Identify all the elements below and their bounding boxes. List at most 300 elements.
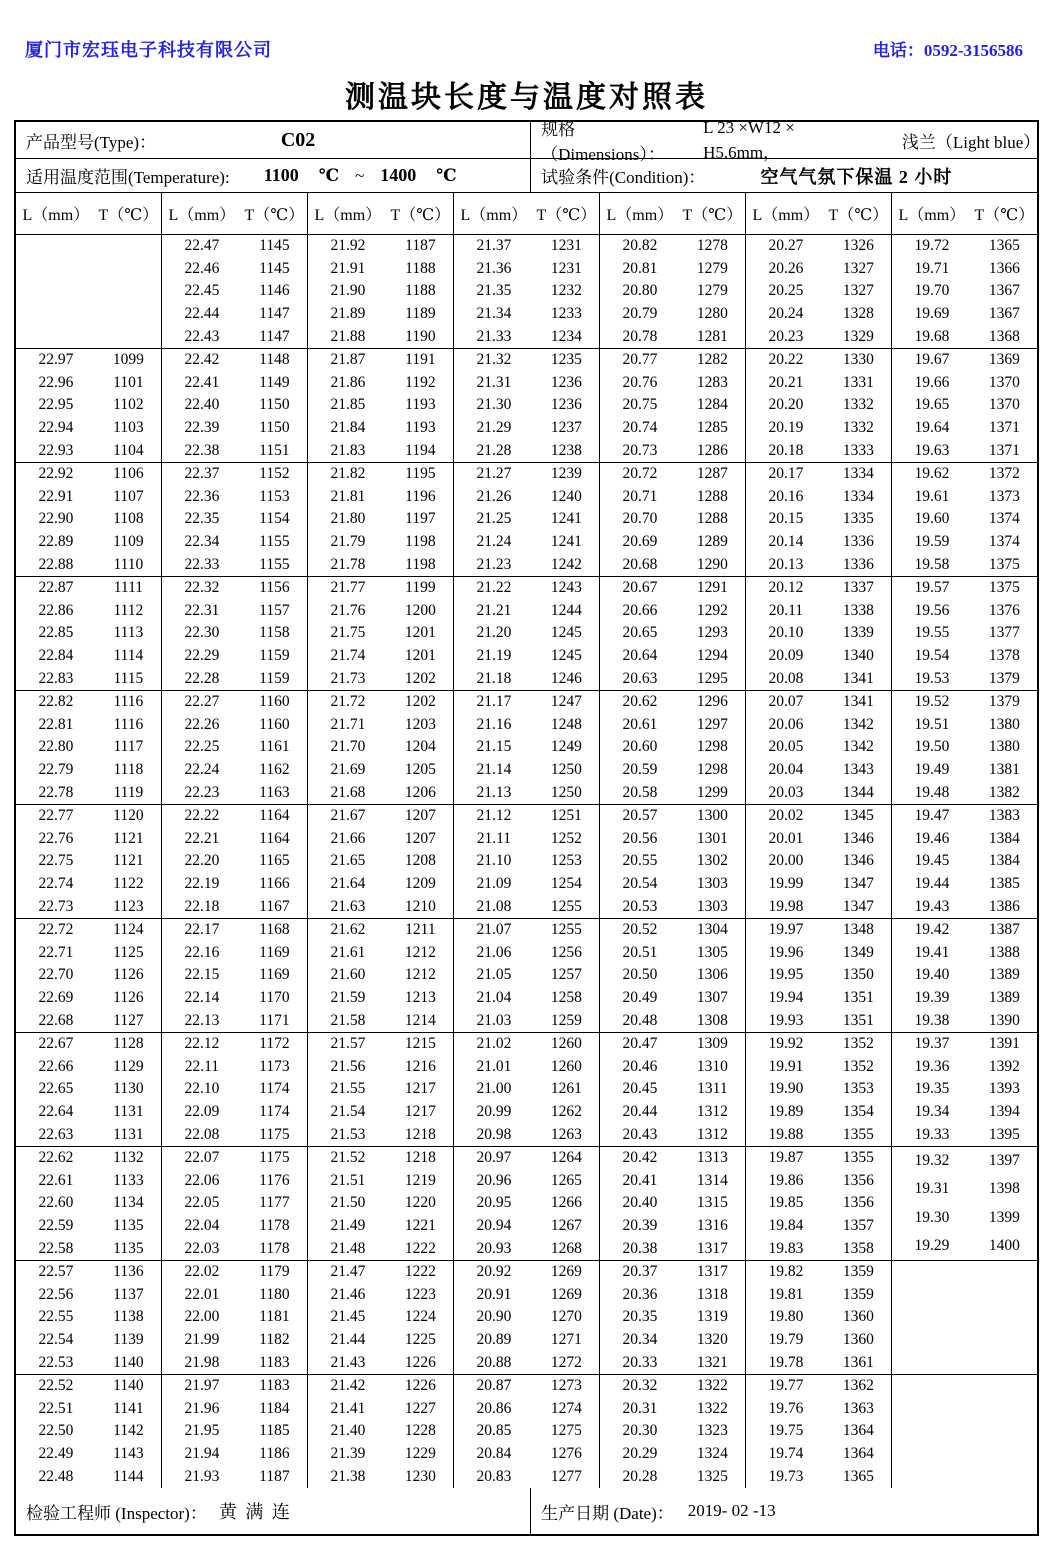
length-value: 21.64 bbox=[330, 875, 366, 893]
length-value: 21.10 bbox=[476, 852, 512, 870]
length-value: 22.82 bbox=[38, 693, 74, 711]
lt-row bbox=[746, 647, 891, 665]
lt-row bbox=[746, 305, 891, 323]
temperature-value: 1331 bbox=[842, 373, 874, 391]
inspector-cell bbox=[16, 1488, 531, 1534]
length-value: 21.09 bbox=[476, 875, 512, 893]
length-value: 22.59 bbox=[38, 1217, 74, 1235]
temperature-value: 1140 bbox=[113, 1353, 144, 1371]
temperature-value: 1370 bbox=[988, 373, 1020, 391]
temperature-value: 1167 bbox=[259, 897, 290, 915]
length-value: 20.83 bbox=[476, 1467, 512, 1485]
lt-row bbox=[454, 1331, 599, 1349]
temperature-value: 1343 bbox=[842, 761, 874, 779]
length-value: 22.90 bbox=[38, 510, 74, 528]
temperature-value: 1349 bbox=[842, 943, 874, 961]
temperature-value: 1279 bbox=[696, 259, 728, 277]
lt-row bbox=[454, 1286, 599, 1304]
band-cell bbox=[745, 1261, 891, 1374]
lt-row bbox=[16, 1286, 161, 1304]
band-cell bbox=[745, 235, 891, 348]
length-value: 20.93 bbox=[476, 1239, 512, 1257]
lt-row bbox=[746, 761, 891, 779]
length-value: 21.79 bbox=[330, 533, 366, 551]
temperature-value: 1163 bbox=[259, 783, 290, 801]
temperature-value: 1178 bbox=[259, 1217, 290, 1235]
length-value: 19.54 bbox=[914, 647, 950, 665]
length-value: 20.06 bbox=[768, 715, 804, 733]
temperature-value: 1245 bbox=[550, 624, 582, 642]
length-value: 20.21 bbox=[768, 373, 804, 391]
length-value: 22.26 bbox=[184, 715, 220, 733]
length-value: 20.47 bbox=[622, 1035, 658, 1053]
band-cell bbox=[745, 691, 891, 804]
lt-row bbox=[16, 1217, 161, 1235]
lt-row bbox=[600, 875, 745, 893]
band-cell bbox=[16, 349, 161, 462]
temperature-value: 1198 bbox=[405, 533, 436, 551]
temperature-value: 1107 bbox=[113, 487, 144, 505]
lt-row bbox=[308, 761, 453, 779]
length-value: 22.38 bbox=[184, 441, 220, 459]
length-value: 20.16 bbox=[768, 487, 804, 505]
lt-row bbox=[16, 1422, 161, 1440]
length-value: 21.08 bbox=[476, 897, 512, 915]
length-value: 20.57 bbox=[622, 807, 658, 825]
temperature-value: 1230 bbox=[404, 1467, 436, 1485]
temperature-value: 1199 bbox=[405, 579, 436, 597]
lt-row bbox=[162, 1149, 307, 1167]
temperature-value: 1356 bbox=[842, 1171, 874, 1189]
temperature-value: 1318 bbox=[696, 1285, 728, 1303]
temperature-value: 1186 bbox=[259, 1445, 290, 1463]
lt-row bbox=[162, 624, 307, 642]
lt-row bbox=[162, 1468, 307, 1486]
lt-row bbox=[454, 1217, 599, 1235]
temperature-value: 1253 bbox=[550, 852, 582, 870]
temperature-value: 1360 bbox=[842, 1331, 874, 1349]
length-value: 21.14 bbox=[476, 761, 512, 779]
length-value: 22.15 bbox=[184, 966, 220, 984]
temperature-value: 1236 bbox=[550, 373, 582, 391]
length-value: 21.28 bbox=[476, 441, 512, 459]
length-value: 20.55 bbox=[622, 852, 658, 870]
lt-row bbox=[308, 1012, 453, 1030]
temperature-value: 1285 bbox=[696, 419, 728, 437]
lt-row bbox=[16, 693, 161, 711]
temperature-value: 1222 bbox=[404, 1239, 436, 1257]
lt-row bbox=[892, 670, 1037, 688]
pair-header bbox=[161, 193, 307, 234]
lt-row bbox=[454, 966, 599, 984]
length-value: 19.86 bbox=[768, 1171, 804, 1189]
lt-row bbox=[892, 1180, 1037, 1198]
length-value: 21.01 bbox=[476, 1057, 512, 1075]
band-cell bbox=[161, 349, 307, 462]
temperature-value: 1249 bbox=[550, 738, 582, 756]
lt-row bbox=[16, 1126, 161, 1144]
lt-row bbox=[162, 921, 307, 939]
length-value: 21.19 bbox=[476, 647, 512, 665]
band-cell bbox=[745, 919, 891, 1032]
col-header-row bbox=[16, 192, 1037, 234]
lt-row bbox=[162, 693, 307, 711]
length-value: 20.24 bbox=[768, 305, 804, 323]
temperature-value: 1286 bbox=[696, 441, 728, 459]
length-value: 19.92 bbox=[768, 1035, 804, 1053]
length-value: 22.03 bbox=[184, 1239, 220, 1257]
band-cell bbox=[161, 577, 307, 690]
length-value: 21.68 bbox=[330, 783, 366, 801]
band-cell bbox=[453, 463, 599, 576]
length-value: 22.51 bbox=[38, 1399, 74, 1417]
length-value: 22.06 bbox=[184, 1171, 220, 1189]
temperature-value: 1235 bbox=[550, 351, 582, 369]
temperature-value: 1317 bbox=[696, 1263, 728, 1281]
temperature-value: 1156 bbox=[259, 579, 290, 597]
length-value: 21.69 bbox=[330, 761, 366, 779]
length-value: 21.46 bbox=[330, 1285, 366, 1303]
temperature-value: 1264 bbox=[550, 1149, 582, 1167]
length-value: 21.15 bbox=[476, 738, 512, 756]
lt-row bbox=[746, 1331, 891, 1349]
temperature-value: 1198 bbox=[405, 555, 436, 573]
length-value: 20.97 bbox=[476, 1149, 512, 1167]
lt-row bbox=[600, 989, 745, 1007]
length-value: 22.17 bbox=[184, 921, 220, 939]
lt-row bbox=[162, 1126, 307, 1144]
band-cell bbox=[161, 1147, 307, 1260]
length-value: 21.76 bbox=[330, 601, 366, 619]
lt-row bbox=[746, 670, 891, 688]
length-value: 21.29 bbox=[476, 419, 512, 437]
temperature-value: 1212 bbox=[404, 943, 436, 961]
temperature-value: 1135 bbox=[113, 1239, 144, 1257]
length-value: 21.62 bbox=[330, 921, 366, 939]
temperature-value: 1374 bbox=[988, 533, 1020, 551]
lt-row bbox=[892, 1012, 1037, 1030]
lt-row bbox=[600, 1400, 745, 1418]
temperature-value: 1131 bbox=[113, 1125, 144, 1143]
temperature-value: 1192 bbox=[405, 373, 436, 391]
lt-row bbox=[454, 784, 599, 802]
lt-row bbox=[16, 738, 161, 756]
length-value: 19.56 bbox=[914, 601, 950, 619]
length-value: 21.61 bbox=[330, 943, 366, 961]
temperature-value: 1276 bbox=[550, 1445, 582, 1463]
lt-row bbox=[746, 510, 891, 528]
temperature-value: 1341 bbox=[842, 693, 874, 711]
length-value: 20.22 bbox=[768, 351, 804, 369]
lt-row bbox=[746, 1468, 891, 1486]
temperature-value: 1346 bbox=[842, 852, 874, 870]
temperature-value: 1324 bbox=[696, 1445, 728, 1463]
temperature-value: 1389 bbox=[988, 989, 1020, 1007]
lt-row bbox=[162, 716, 307, 734]
lt-row bbox=[162, 647, 307, 665]
length-value: 20.70 bbox=[622, 510, 658, 528]
lt-row bbox=[600, 1126, 745, 1144]
lt-row bbox=[600, 1354, 745, 1372]
temperature-value: 1237 bbox=[550, 419, 582, 437]
lt-row bbox=[746, 1445, 891, 1463]
lt-row bbox=[454, 852, 599, 870]
length-value: 20.17 bbox=[768, 465, 804, 483]
lt-row bbox=[600, 510, 745, 528]
length-header: L（mm） bbox=[22, 207, 90, 224]
length-value: 19.45 bbox=[914, 852, 950, 870]
band-cell bbox=[745, 805, 891, 918]
lt-row bbox=[600, 282, 745, 300]
temperature-value: 1099 bbox=[112, 351, 144, 369]
length-value: 21.33 bbox=[476, 327, 512, 345]
length-value: 21.05 bbox=[476, 966, 512, 984]
lt-row bbox=[454, 716, 599, 734]
temperature-value: 1126 bbox=[113, 966, 144, 984]
temperature-value: 1141 bbox=[113, 1399, 144, 1417]
lt-row bbox=[16, 989, 161, 1007]
lt-row bbox=[600, 784, 745, 802]
length-value: 22.09 bbox=[184, 1103, 220, 1121]
lt-row bbox=[600, 1263, 745, 1281]
temperature-value: 1398 bbox=[988, 1180, 1020, 1198]
length-value: 21.53 bbox=[330, 1125, 366, 1143]
lt-row bbox=[892, 1152, 1037, 1170]
lt-row bbox=[892, 944, 1037, 962]
temperature-value: 1101 bbox=[113, 373, 144, 391]
band-cell bbox=[307, 235, 453, 348]
band-cell bbox=[745, 1033, 891, 1146]
lt-row bbox=[600, 1035, 745, 1053]
temperature-value: 1221 bbox=[404, 1217, 436, 1235]
lt-row bbox=[454, 1468, 599, 1486]
lt-row bbox=[308, 488, 453, 506]
length-value: 19.34 bbox=[914, 1103, 950, 1121]
length-value: 22.45 bbox=[184, 282, 220, 300]
temperature-value: 1304 bbox=[696, 921, 728, 939]
temperature-value: 1120 bbox=[113, 807, 144, 825]
length-value: 20.92 bbox=[476, 1263, 512, 1281]
band-cell bbox=[745, 577, 891, 690]
length-value: 21.00 bbox=[476, 1080, 512, 1098]
temperature-value: 1238 bbox=[550, 441, 582, 459]
lt-row bbox=[162, 738, 307, 756]
temperature-value: 1390 bbox=[988, 1011, 1020, 1029]
length-value: 19.52 bbox=[914, 693, 950, 711]
temperature-value: 1265 bbox=[550, 1171, 582, 1189]
lt-row bbox=[892, 351, 1037, 369]
lt-row bbox=[600, 396, 745, 414]
band-cell bbox=[599, 577, 745, 690]
length-value: 20.42 bbox=[622, 1149, 658, 1167]
band-cell bbox=[599, 1147, 745, 1260]
lt-row bbox=[746, 533, 891, 551]
length-value: 21.38 bbox=[330, 1467, 366, 1485]
temperature-value: 1188 bbox=[405, 259, 436, 277]
temperature-value: 1271 bbox=[550, 1331, 582, 1349]
condition-label: 试验条件(Condition)： bbox=[541, 168, 706, 187]
length-value: 22.94 bbox=[38, 419, 74, 437]
length-value: 19.35 bbox=[914, 1080, 950, 1098]
product-type-cell bbox=[16, 122, 531, 158]
type-label: 产品型号(Type)： bbox=[26, 132, 157, 152]
length-value: 22.87 bbox=[38, 579, 74, 597]
length-value: 20.94 bbox=[476, 1217, 512, 1235]
length-value: 22.11 bbox=[184, 1057, 220, 1075]
lt-row bbox=[892, 510, 1037, 528]
band-cell bbox=[599, 919, 745, 1032]
length-value: 20.95 bbox=[476, 1194, 512, 1212]
temperature-value: 1251 bbox=[550, 807, 582, 825]
band-cell bbox=[307, 919, 453, 1032]
lt-row bbox=[308, 510, 453, 528]
lt-row bbox=[892, 716, 1037, 734]
temperature-value: 1210 bbox=[404, 897, 436, 915]
temperature-value: 1375 bbox=[988, 555, 1020, 573]
length-value: 19.97 bbox=[768, 921, 804, 939]
lt-row bbox=[308, 556, 453, 574]
lt-row bbox=[162, 1377, 307, 1395]
lt-row bbox=[746, 989, 891, 1007]
temperature-value: 1362 bbox=[842, 1377, 874, 1395]
length-value: 19.32 bbox=[914, 1152, 950, 1170]
temperature-value: 1269 bbox=[550, 1285, 582, 1303]
temperature-value: 1260 bbox=[550, 1057, 582, 1075]
band-cell bbox=[599, 805, 745, 918]
temperature-value: 1207 bbox=[404, 807, 436, 825]
length-value: 20.87 bbox=[476, 1377, 512, 1395]
length-value: 22.81 bbox=[38, 715, 74, 733]
length-value: 22.62 bbox=[38, 1149, 74, 1167]
band-10 bbox=[16, 1260, 1037, 1374]
temperature-value: 1154 bbox=[259, 510, 290, 528]
lt-row bbox=[308, 465, 453, 483]
temperature-value: 1240 bbox=[550, 487, 582, 505]
temperature-value: 1231 bbox=[550, 237, 582, 255]
lt-row bbox=[162, 1080, 307, 1098]
temperature-value: 1201 bbox=[404, 624, 436, 642]
temperature-value: 1323 bbox=[696, 1422, 728, 1440]
band-cell bbox=[891, 1033, 1037, 1146]
length-value: 19.64 bbox=[914, 419, 950, 437]
band-cell bbox=[307, 1261, 453, 1374]
length-value: 19.72 bbox=[914, 237, 950, 255]
condition-cell bbox=[531, 159, 1037, 192]
temperature-value: 1278 bbox=[696, 237, 728, 255]
band-cell bbox=[891, 805, 1037, 918]
length-value: 22.10 bbox=[184, 1080, 220, 1098]
lt-row bbox=[454, 328, 599, 346]
length-value: 22.39 bbox=[184, 419, 220, 437]
length-value: 21.77 bbox=[330, 579, 366, 597]
length-value: 20.98 bbox=[476, 1125, 512, 1143]
temperature-value: 1369 bbox=[988, 351, 1020, 369]
length-value: 20.79 bbox=[622, 305, 658, 323]
page-title: 测温块长度与温度对照表 bbox=[345, 81, 708, 114]
temperature-value: 1377 bbox=[988, 624, 1020, 642]
length-header: L（mm） bbox=[168, 207, 236, 224]
length-value: 20.64 bbox=[622, 647, 658, 665]
lt-row bbox=[746, 374, 891, 392]
temperature-value: 1176 bbox=[259, 1171, 290, 1189]
lt-row bbox=[892, 784, 1037, 802]
length-value: 20.00 bbox=[768, 852, 804, 870]
length-value: 19.46 bbox=[914, 829, 950, 847]
lt-row bbox=[308, 579, 453, 597]
length-value: 21.81 bbox=[330, 487, 366, 505]
length-value: 21.67 bbox=[330, 807, 366, 825]
length-value: 20.33 bbox=[622, 1353, 658, 1371]
lt-row bbox=[308, 1194, 453, 1212]
lt-row bbox=[308, 1149, 453, 1167]
lt-row bbox=[162, 852, 307, 870]
temperature-value: 1325 bbox=[696, 1467, 728, 1485]
temperature-value: 1280 bbox=[696, 305, 728, 323]
length-value: 22.50 bbox=[38, 1422, 74, 1440]
lt-row bbox=[746, 1149, 891, 1167]
temperature-value: 1298 bbox=[696, 738, 728, 756]
temperature-value: 1123 bbox=[113, 897, 144, 915]
temperature-value: 1283 bbox=[696, 373, 728, 391]
lt-row bbox=[162, 944, 307, 962]
lt-row bbox=[308, 1058, 453, 1076]
length-value: 22.60 bbox=[38, 1194, 74, 1212]
temperature-value: 1311 bbox=[697, 1080, 728, 1098]
length-value: 20.20 bbox=[768, 396, 804, 414]
lt-row bbox=[16, 898, 161, 916]
lt-row bbox=[162, 1354, 307, 1372]
length-value: 21.23 bbox=[476, 555, 512, 573]
lt-row bbox=[746, 693, 891, 711]
lt-row bbox=[454, 1103, 599, 1121]
temperature-value: 1187 bbox=[259, 1467, 290, 1485]
length-value: 20.62 bbox=[622, 693, 658, 711]
length-value: 19.69 bbox=[914, 305, 950, 323]
temperature-value: 1297 bbox=[696, 715, 728, 733]
length-value: 20.18 bbox=[768, 441, 804, 459]
length-value: 20.37 bbox=[622, 1263, 658, 1281]
temperature-value: 1184 bbox=[259, 1399, 290, 1417]
temperature-value: 1372 bbox=[988, 465, 1020, 483]
lt-row bbox=[162, 602, 307, 620]
lt-row bbox=[454, 1354, 599, 1372]
length-value: 22.01 bbox=[184, 1285, 220, 1303]
temperature-value: 1266 bbox=[550, 1194, 582, 1212]
lt-row bbox=[746, 556, 891, 574]
band-5 bbox=[16, 690, 1037, 804]
lt-row bbox=[162, 1103, 307, 1121]
lt-row bbox=[892, 533, 1037, 551]
temperature-value: 1247 bbox=[550, 693, 582, 711]
length-value: 20.59 bbox=[622, 761, 658, 779]
length-value: 22.97 bbox=[38, 351, 74, 369]
lt-row bbox=[746, 1012, 891, 1030]
lt-row bbox=[892, 328, 1037, 346]
length-value: 21.90 bbox=[330, 282, 366, 300]
lt-row bbox=[16, 1331, 161, 1349]
length-value: 22.42 bbox=[184, 351, 220, 369]
lt-row bbox=[16, 807, 161, 825]
length-value: 22.66 bbox=[38, 1057, 74, 1075]
temperature-value: 1134 bbox=[113, 1194, 144, 1212]
temperature-value: 1203 bbox=[404, 715, 436, 733]
lt-row bbox=[308, 419, 453, 437]
temperature-value: 1152 bbox=[259, 465, 290, 483]
lt-row bbox=[454, 374, 599, 392]
band-4 bbox=[16, 576, 1037, 690]
length-value: 19.58 bbox=[914, 555, 950, 573]
length-value: 19.53 bbox=[914, 669, 950, 687]
